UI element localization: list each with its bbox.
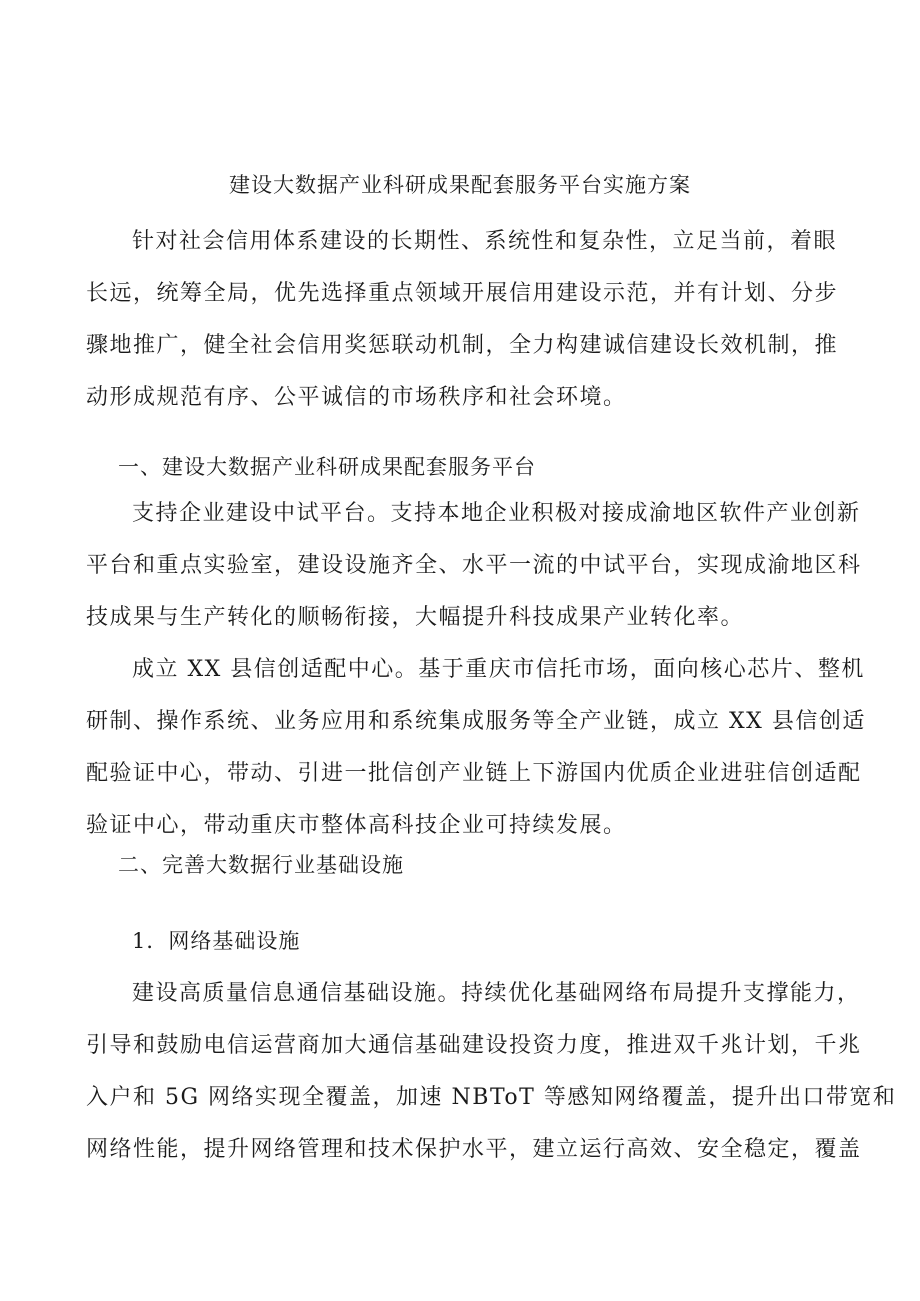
text-line: 入户和 5G 网络实现全覆盖，加速 NBToT 等感知网络覆盖，提升出口带宽和 (86, 1085, 897, 1110)
document-title: 建设大数据产业科研成果配套服务平台实施方案 (229, 173, 691, 197)
text-line: 支持企业建设中试平台。支持本地企业积极对接成渝地区软件产业创新 (132, 501, 861, 526)
text-line: 网络性能，提升网络管理和技术保护水平，建立运行高效、安全稳定，覆盖 (86, 1137, 862, 1162)
text-line: 引导和鼓励电信运营商加大通信基础建设投资力度，推进双千兆计划，千兆 (86, 1033, 862, 1058)
section-heading-1: 一、建设大数据产业科研成果配套服务平台 (118, 455, 536, 479)
text-line: 长远，统筹全局，优先选择重点领域开展信用建设示范，并有计划、分步 (86, 281, 839, 306)
section-heading-2: 二、完善大数据行业基础设施 (118, 853, 404, 877)
text-line: 验证中心，带动重庆市整体高科技企业可持续发展。 (86, 813, 627, 838)
text-line: 骤地推广，健全社会信用奖惩联动机制，全力构建诚信建设长效机制，推 (86, 333, 839, 358)
text-line: 动形成规范有序、公平诚信的市场秩序和社会环境。 (86, 385, 627, 410)
text-line: 针对社会信用体系建设的长期性、系统性和复杂性，立足当前，着眼 (132, 229, 838, 254)
text-line: 成立 XX 县信创适配中心。基于重庆市信托市场，面向核心芯片、整机 (132, 657, 865, 682)
subsection-heading: 1．网络基础设施 (132, 929, 301, 953)
text-line: 平台和重点实验室，建设设施齐全、水平一流的中试平台，实现成渝地区科 (86, 553, 862, 578)
text-line: 技成果与生产转化的顺畅衔接，大幅提升科技成果产业转化率。 (86, 605, 745, 630)
text-line: 配验证中心，带动、引进一批信创产业链上下游国内优质企业进驻信创适配 (86, 761, 862, 786)
text-line: 研制、操作系统、业务应用和系统集成服务等全产业链，成立 XX 县信创适 (86, 709, 866, 734)
section1-paragraph-1 (86, 488, 862, 644)
section1-paragraph-2 (86, 644, 866, 852)
text-line: 建设高质量信息通信基础设施。持续优化基础网络布局提升支撑能力， (132, 981, 861, 1006)
section2-paragraph-1 (86, 968, 897, 1176)
intro-paragraph (86, 216, 856, 424)
